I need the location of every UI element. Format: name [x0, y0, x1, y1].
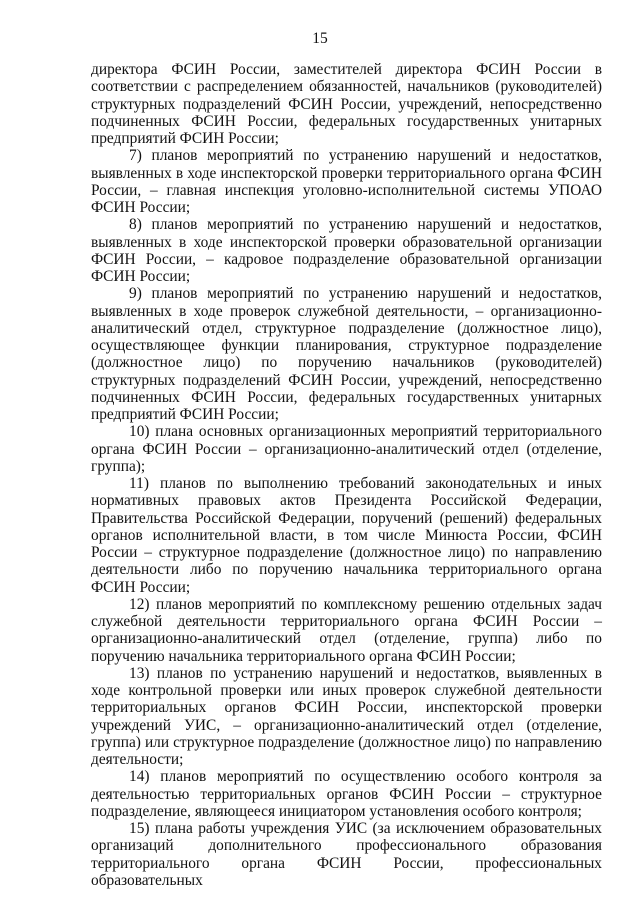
paragraph-item-11: 11) планов по выполнению требований законодательных и иных нормативных правовых актов Президента Российской Федерации, Правительства Российской Федерации, поручений (решений) федеральных органов исполнительной власти, в том числе Минюста России, ФСИН России – структурное подразделение (должностное лицо) по направлению деятельности либо по поручению начальника территориального органа ФСИН России;	[91, 475, 602, 596]
paragraph-item-10: 10) плана основных организационных мероприятий территориального органа ФСИН России – организационно-аналитический отдел (отделение, группа);	[91, 423, 602, 475]
paragraph-continuation: директора ФСИН России, заместителей директора ФСИН России в соответствии с распределением обязанностей, начальников (руководителей) структурных подразделений ФСИН России, учреждений, непосредственно подчиненных ФСИН России, федеральных государственных унитарных предприятий ФСИН России;	[91, 61, 602, 147]
paragraph-item-7: 7) планов мероприятий по устранению нарушений и недостатков, выявленных в ходе инспекторской проверки территориального органа ФСИН России, – главная инспекция уголовно-исполнительной системы УПОАО ФСИН России;	[91, 147, 602, 216]
paragraph-item-13: 13) планов по устранению нарушений и недостатков, выявленных в ходе контрольной проверки или иных проверок служебной деятельности территориальных органов ФСИН России, инспекторской проверки учреждений УИС, – организационно-аналитический отдел (отделение, группа) или структурное подразделение (должностное лицо) по направлению деятельности;	[91, 664, 602, 768]
page-number: 15	[312, 30, 328, 47]
paragraph-item-9: 9) планов мероприятий по устранению нарушений и недостатков, выявленных в ходе проверок служебной деятельности, – организационно-аналитический отдел, структурное подразделение (должностное лицо), осуществляющее функции планирования, структурное подразделение (должностное лицо) по поручению начальников (руководителей) структурных подразделений ФСИН России, учреждений, непосредственно подчиненных ФСИН России, федеральных государственных унитарных предприятий ФСИН России;	[91, 285, 602, 423]
paragraph-item-14: 14) планов мероприятий по осуществлению особого контроля за деятельностью территориальных органов ФСИН России – структурное подразделение, являющееся инициатором установления особого контроля;	[91, 768, 602, 820]
paragraph-item-12: 12) планов мероприятий по комплексному решению отдельных задач служебной деятельности территориального органа ФСИН России – организационно-аналитический отдел (отделение, группа) либо по поручению начальника территориального органа ФСИН России;	[91, 595, 602, 665]
paragraph-item-8: 8) планов мероприятий по устранению нарушений и недостатков, выявленных в ходе инспекторской проверки образовательной организации ФСИН России, – кадровое подразделение образовательной организации ФСИН России;	[91, 216, 602, 285]
paragraph-item-15: 15) плана работы учреждения УИС (за исключением образовательных организаций дополнительного профессионального образования территориального органа ФСИН России, профессиональных образовательных	[91, 820, 602, 889]
document-body	[91, 61, 602, 889]
